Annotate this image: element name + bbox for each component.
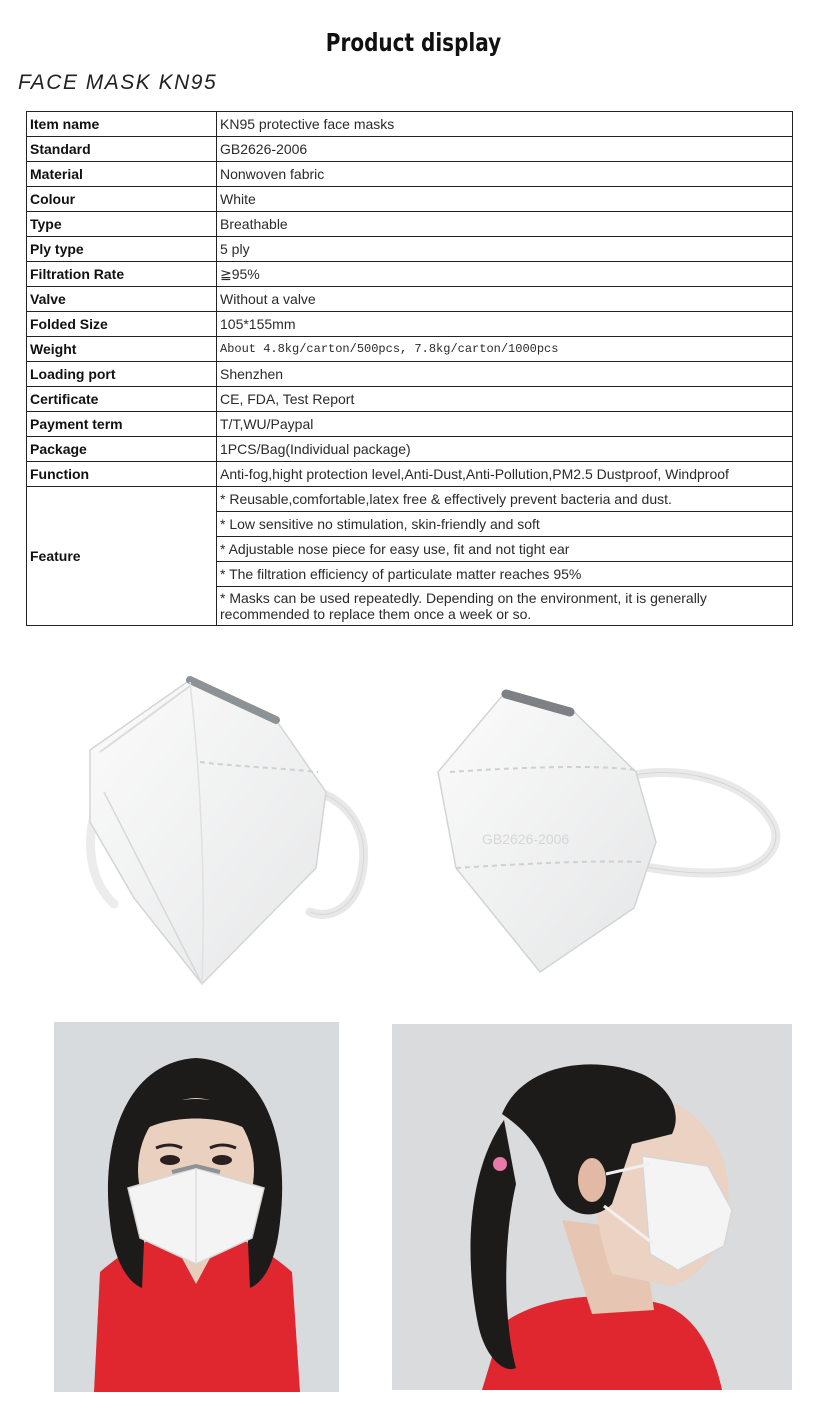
spec-label: Material	[27, 162, 217, 187]
spec-label: Colour	[27, 187, 217, 212]
table-row	[27, 137, 793, 162]
spec-value: 105*155mm	[217, 312, 793, 337]
page-title: Product display	[325, 28, 502, 57]
spec-value: T/T,WU/Paypal	[217, 412, 793, 437]
spec-label: Weight	[27, 337, 217, 362]
spec-label: Payment term	[27, 412, 217, 437]
spec-value: CE, FDA, Test Report	[217, 387, 793, 412]
table-row	[27, 362, 793, 387]
spec-value: White	[217, 187, 793, 212]
spec-label: Loading port	[27, 362, 217, 387]
feature-item: * Masks can be used repeatedly. Depending on the environment, it is generally recommended to replace them once a week or so.	[217, 587, 793, 626]
spec-label: Ply type	[27, 237, 217, 262]
mask-print-text: GB2626-2006	[482, 831, 570, 847]
table-row	[27, 487, 793, 512]
feature-item: * Reusable,comfortable,latex free & effectively prevent bacteria and dust.	[217, 487, 793, 512]
spec-value: Without a valve	[217, 287, 793, 312]
spec-value: About 4.8kg/carton/500pcs, 7.8kg/carton/1000pcs	[217, 337, 793, 362]
feature-label: Feature	[27, 487, 217, 626]
table-row	[27, 387, 793, 412]
table-row	[27, 462, 793, 487]
table-row	[27, 237, 793, 262]
spec-label: Folded Size	[27, 312, 217, 337]
spec-value: 5 ply	[217, 237, 793, 262]
spec-label: Standard	[27, 137, 217, 162]
table-row	[27, 187, 793, 212]
spec-value: Anti-fog,hight protection level,Anti-Dust,Anti-Pollution,PM2.5 Dustproof, Windproof	[217, 462, 793, 487]
table-row	[27, 437, 793, 462]
spec-value: GB2626-2006	[217, 137, 793, 162]
spec-value: 1PCS/Bag(Individual package)	[217, 437, 793, 462]
table-row	[27, 262, 793, 287]
feature-item: * Low sensitive no stimulation, skin-friendly and soft	[217, 512, 793, 537]
spec-value: KN95 protective face masks	[217, 112, 793, 137]
product-subtitle: FACE MASK KN95	[18, 71, 218, 94]
spec-label: Filtration Rate	[27, 262, 217, 287]
table-row	[27, 162, 793, 187]
table-row	[27, 337, 793, 362]
spec-value: Nonwoven fabric	[217, 162, 793, 187]
spec-value: ≧95%	[217, 262, 793, 287]
mask-front-photo	[80, 672, 380, 992]
spec-value: Breathable	[217, 212, 793, 237]
mask-side-photo	[430, 672, 790, 992]
feature-item: * Adjustable nose piece for easy use, fit and not tight ear	[217, 537, 793, 562]
model-front-photo	[54, 1022, 339, 1392]
spec-label: Package	[27, 437, 217, 462]
table-row	[27, 312, 793, 337]
spec-label: Certificate	[27, 387, 217, 412]
feature-item: * The filtration efficiency of particulate matter reaches 95%	[217, 562, 793, 587]
spec-label: Function	[27, 462, 217, 487]
spec-table	[26, 111, 793, 626]
spec-label: Type	[27, 212, 217, 237]
spec-label: Valve	[27, 287, 217, 312]
spec-value: Shenzhen	[217, 362, 793, 387]
table-row	[27, 112, 793, 137]
table-row	[27, 412, 793, 437]
spec-label: Item name	[27, 112, 217, 137]
table-row	[27, 287, 793, 312]
table-row	[27, 212, 793, 237]
model-side-photo	[392, 1024, 792, 1390]
